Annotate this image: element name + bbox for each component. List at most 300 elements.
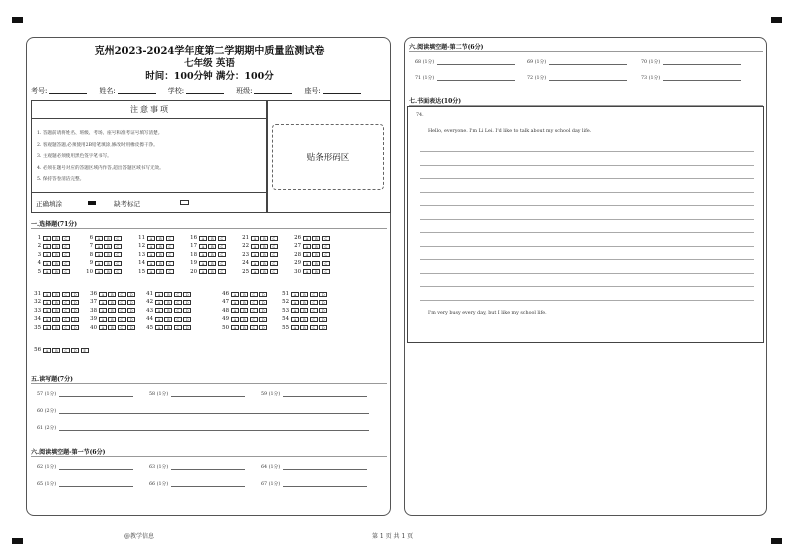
choice-bubble[interactable]: A xyxy=(43,317,51,322)
question-number: 40 xyxy=(90,324,97,331)
question-number: 25 xyxy=(242,268,249,275)
choice-row xyxy=(291,259,331,267)
choice-bubble[interactable]: A xyxy=(43,252,51,257)
choice-bubble[interactable]: B xyxy=(108,300,116,305)
choice-bubble[interactable]: B xyxy=(260,244,268,249)
choice-bubble[interactable]: A xyxy=(231,308,239,313)
answer-blank-72[interactable]: 72 (1分) xyxy=(527,74,627,81)
choice-bubble[interactable]: C xyxy=(62,269,70,274)
question-number: 17 xyxy=(190,243,197,250)
choice-bubble[interactable]: A xyxy=(303,261,311,266)
choice-bubble[interactable]: A xyxy=(43,300,51,305)
question-number: 18 xyxy=(190,251,197,258)
choice-bubble[interactable]: A xyxy=(291,317,299,322)
question-number: 43 xyxy=(146,307,153,314)
question-number: 16 xyxy=(190,235,197,241)
choice-bubble[interactable]: B xyxy=(156,269,164,274)
choice-bubble[interactable]: D xyxy=(183,292,191,297)
answer-blank-58[interactable]: 58 (1分) xyxy=(149,390,245,397)
choice-bubble[interactable]: B xyxy=(104,261,112,266)
question-number: 7 xyxy=(89,243,93,250)
choice-bubble[interactable]: C xyxy=(62,325,70,330)
section-six-a-title: 六.阅读填空题-第一节(6分) xyxy=(31,449,106,456)
choice-bubble[interactable]: D xyxy=(259,325,267,330)
section-choice-title: 一.选择题(71分) xyxy=(31,221,78,228)
choice-bubble[interactable]: C xyxy=(166,236,174,241)
choice-bubble[interactable]: D xyxy=(71,325,79,330)
choice-bubble[interactable]: B xyxy=(300,317,308,322)
choice-bubble[interactable]: B xyxy=(52,325,60,330)
choice-row xyxy=(135,259,175,267)
choice-row xyxy=(87,324,137,332)
choice-bubble[interactable]: C xyxy=(114,261,122,266)
choice-bubble[interactable]: C xyxy=(218,269,226,274)
choice-bubble[interactable]: A xyxy=(199,269,207,274)
choice-bubble[interactable]: A xyxy=(303,236,311,241)
choice-bubble[interactable]: B xyxy=(52,244,60,249)
choice-bubble[interactable]: B xyxy=(208,261,216,266)
choice-bubble[interactable]: B xyxy=(164,317,172,322)
choice-bubble[interactable]: B xyxy=(312,236,320,241)
choice-bubble[interactable]: C xyxy=(118,317,126,322)
choice-bubble[interactable]: B xyxy=(240,292,248,297)
choice-bubble[interactable]: B xyxy=(52,317,60,322)
barcode-box xyxy=(267,100,391,213)
choice-group xyxy=(291,234,331,276)
info-field-blank[interactable] xyxy=(186,86,224,94)
choice-group xyxy=(87,290,137,332)
choice-bubble[interactable]: C xyxy=(166,244,174,249)
choice-group xyxy=(31,346,90,354)
choice-bubble[interactable]: B xyxy=(52,269,60,274)
choice-bubble[interactable]: A xyxy=(99,308,107,313)
question-number: 24 xyxy=(242,260,249,267)
choice-bubble[interactable]: B xyxy=(300,308,308,313)
choice-bubble[interactable]: C xyxy=(322,244,330,249)
choice-bubble[interactable]: A xyxy=(291,325,299,330)
choice-row xyxy=(135,234,175,242)
choice-bubble[interactable]: A xyxy=(199,261,207,266)
answer-blank-71[interactable]: 71 (1分) xyxy=(415,74,515,81)
choice-bubble[interactable]: A xyxy=(147,236,155,241)
choice-bubble[interactable]: C xyxy=(270,244,278,249)
choice-bubble[interactable]: C xyxy=(118,300,126,305)
question-number: 22 xyxy=(242,243,249,250)
choice-bubble[interactable]: A xyxy=(43,348,51,353)
choice-bubble[interactable]: D xyxy=(71,292,79,297)
choice-bubble[interactable]: A xyxy=(95,244,103,249)
choice-bubble[interactable]: A xyxy=(231,317,239,322)
choice-bubble[interactable]: D xyxy=(259,317,267,322)
question-number: 14 xyxy=(138,260,145,267)
essay-end-text: I'm very busy every day, but I like my school life. xyxy=(428,311,547,316)
choice-row xyxy=(279,298,329,306)
choice-row xyxy=(31,315,81,323)
choice-row xyxy=(31,307,81,315)
choice-bubble[interactable]: C xyxy=(250,300,258,305)
question-number: 41 xyxy=(146,291,153,297)
choice-bubble[interactable]: C xyxy=(270,252,278,257)
choice-bubble[interactable]: A xyxy=(99,300,107,305)
choice-row xyxy=(187,259,227,267)
choice-bubble[interactable]: D xyxy=(259,308,267,313)
choice-row xyxy=(239,268,279,276)
choice-bubble[interactable]: E xyxy=(81,348,89,353)
choice-bubble[interactable]: B xyxy=(208,236,216,241)
choice-bubble[interactable]: D xyxy=(127,292,135,297)
choice-bubble[interactable]: A xyxy=(147,252,155,257)
choice-row xyxy=(135,268,175,276)
choice-bubble[interactable]: D xyxy=(259,292,267,297)
choice-bubble[interactable]: B xyxy=(104,236,112,241)
choice-bubble[interactable]: C xyxy=(218,244,226,249)
choice-bubble[interactable]: B xyxy=(52,348,60,353)
choice-bubble[interactable]: A xyxy=(291,308,299,313)
answer-blank-69[interactable]: 69 (1分) xyxy=(527,58,627,65)
choice-bubble[interactable]: D xyxy=(319,300,327,305)
choice-bubble[interactable]: A xyxy=(251,236,259,241)
choice-bubble[interactable]: C xyxy=(174,308,182,313)
choice-bubble[interactable]: B xyxy=(312,252,320,257)
choice-bubble[interactable]: B xyxy=(156,244,164,249)
choice-row xyxy=(143,324,193,332)
choice-bubble[interactable]: D xyxy=(71,300,79,305)
choice-bubble[interactable]: C xyxy=(62,348,70,353)
choice-bubble[interactable]: C xyxy=(218,261,226,266)
answer-blank-64[interactable]: 64 (1分) xyxy=(261,463,367,470)
choice-bubble[interactable]: A xyxy=(43,244,51,249)
choice-bubble[interactable]: A xyxy=(199,252,207,257)
choice-bubble[interactable]: A xyxy=(99,292,107,297)
footer-note: @教学信息 xyxy=(124,533,155,540)
choice-bubble[interactable]: A xyxy=(303,269,311,274)
right-answer-panel xyxy=(404,37,767,516)
choice-bubble[interactable]: A xyxy=(251,261,259,266)
answer-blank-67[interactable]: 67 (1分) xyxy=(261,480,367,487)
choice-bubble[interactable]: B xyxy=(164,300,172,305)
info-field-blank[interactable] xyxy=(323,86,361,94)
choice-row xyxy=(135,242,175,250)
choice-bubble[interactable]: A xyxy=(155,308,163,313)
choice-bubble[interactable]: B xyxy=(108,317,116,322)
choice-bubble[interactable]: C xyxy=(62,317,70,322)
section-six-b-title: 六.阅读填空题-第二节(6分) xyxy=(409,44,484,51)
choice-bubble[interactable]: C xyxy=(250,292,258,297)
choice-bubble[interactable]: C xyxy=(310,325,318,330)
choice-bubble[interactable]: B xyxy=(104,252,112,257)
section-seven-title: 七.书面表达(10分) xyxy=(409,98,462,105)
choice-bubble[interactable]: C xyxy=(62,300,70,305)
choice-bubble[interactable]: C xyxy=(62,292,70,297)
question-number: 34 xyxy=(34,316,41,323)
choice-bubble[interactable]: A xyxy=(147,261,155,266)
choice-row xyxy=(279,307,329,315)
choice-bubble[interactable]: B xyxy=(240,300,248,305)
choice-bubble[interactable]: D xyxy=(127,325,135,330)
choice-row xyxy=(239,251,279,259)
choice-bubble[interactable]: B xyxy=(108,325,116,330)
choice-bubble[interactable]: B xyxy=(104,269,112,274)
choice-bubble[interactable]: C xyxy=(62,252,70,257)
registration-mark xyxy=(12,17,23,23)
choice-bubble[interactable]: A xyxy=(43,269,51,274)
choice-bubble[interactable]: A xyxy=(231,325,239,330)
choice-row xyxy=(31,251,71,259)
answer-blank-63[interactable]: 63 (1分) xyxy=(149,463,245,470)
choice-bubble[interactable]: A xyxy=(291,292,299,297)
choice-bubble[interactable]: D xyxy=(183,317,191,322)
choice-bubble[interactable]: B xyxy=(260,252,268,257)
writing-line xyxy=(420,219,754,220)
choice-bubble[interactable]: A xyxy=(251,244,259,249)
choice-bubble[interactable]: D xyxy=(319,317,327,322)
question-number: 31 xyxy=(34,291,41,297)
choice-bubble[interactable]: C xyxy=(118,325,126,330)
choice-bubble[interactable]: C xyxy=(62,236,70,241)
choice-bubble[interactable]: B xyxy=(108,308,116,313)
answer-blank-73[interactable]: 73 (1分) xyxy=(641,74,741,81)
note-item: 1. 答题前请将姓名、班级、考场、座号和准考证号填写清楚。 xyxy=(37,131,163,136)
choice-bubble[interactable]: B xyxy=(300,292,308,297)
choice-bubble[interactable]: B xyxy=(300,300,308,305)
choice-bubble[interactable]: C xyxy=(310,292,318,297)
choice-bubble[interactable]: A xyxy=(95,269,103,274)
question-number: 42 xyxy=(146,299,153,306)
choice-bubble[interactable]: B xyxy=(156,252,164,257)
choice-bubble[interactable]: D xyxy=(259,300,267,305)
choice-bubble[interactable]: A xyxy=(303,252,311,257)
choice-bubble[interactable]: D xyxy=(71,348,79,353)
choice-bubble[interactable]: C xyxy=(62,261,70,266)
choice-bubble[interactable]: C xyxy=(114,269,122,274)
choice-bubble[interactable]: C xyxy=(250,317,258,322)
answer-blank-61[interactable]: 61 (2分) xyxy=(37,424,369,431)
choice-bubble[interactable]: C xyxy=(270,261,278,266)
answer-blank-65[interactable]: 65 (1分) xyxy=(37,480,133,487)
question-number: 54 xyxy=(282,316,289,323)
answer-blank-59[interactable]: 59 (1分) xyxy=(261,390,367,397)
choice-bubble[interactable]: D xyxy=(319,308,327,313)
choice-bubble[interactable]: C xyxy=(118,292,126,297)
answer-blank-62[interactable]: 62 (1分) xyxy=(37,463,133,470)
answer-blank-70[interactable]: 70 (1分) xyxy=(641,58,741,65)
question-number: 45 xyxy=(146,324,153,331)
choice-bubble[interactable]: B xyxy=(312,269,320,274)
choice-bubble[interactable]: B xyxy=(52,292,60,297)
choice-bubble[interactable]: B xyxy=(260,261,268,266)
choice-bubble[interactable]: D xyxy=(71,317,79,322)
choice-row xyxy=(143,298,193,306)
choice-bubble[interactable]: B xyxy=(156,261,164,266)
section-divider xyxy=(31,228,387,229)
choice-bubble[interactable]: C xyxy=(310,300,318,305)
info-field-blank[interactable] xyxy=(254,86,292,94)
choice-bubble[interactable]: A xyxy=(43,325,51,330)
choice-bubble[interactable]: A xyxy=(99,317,107,322)
choice-bubble[interactable]: B xyxy=(164,292,172,297)
choice-row xyxy=(219,324,269,332)
choice-bubble[interactable]: B xyxy=(260,236,268,241)
absent-checkbox[interactable] xyxy=(180,200,189,205)
choice-bubble[interactable]: A xyxy=(43,236,51,241)
choice-bubble[interactable]: C xyxy=(174,317,182,322)
choice-bubble[interactable]: B xyxy=(240,325,248,330)
choice-bubble[interactable]: D xyxy=(127,300,135,305)
choice-bubble[interactable]: B xyxy=(312,244,320,249)
choice-bubble[interactable]: A xyxy=(291,300,299,305)
choice-bubble[interactable]: C xyxy=(218,236,226,241)
choice-bubble[interactable]: B xyxy=(164,308,172,313)
note-item: 3. 主观题必须使用黑色签字笔书写。 xyxy=(37,154,112,159)
choice-bubble[interactable]: D xyxy=(183,325,191,330)
choice-row xyxy=(87,307,137,315)
choice-bubble[interactable]: A xyxy=(95,252,103,257)
choice-bubble[interactable]: A xyxy=(199,244,207,249)
choice-bubble[interactable]: D xyxy=(183,308,191,313)
barcode-area: 贴条形码区 xyxy=(272,124,384,190)
choice-bubble[interactable]: B xyxy=(52,300,60,305)
choice-bubble[interactable]: B xyxy=(260,269,268,274)
info-field-blank[interactable] xyxy=(118,86,156,94)
exam-subject: 七年级 英语 xyxy=(184,58,235,69)
choice-bubble[interactable]: A xyxy=(155,292,163,297)
choice-bubble[interactable]: D xyxy=(183,300,191,305)
choice-bubble[interactable]: B xyxy=(208,244,216,249)
choice-bubble[interactable]: C xyxy=(322,252,330,257)
question-number: 27 xyxy=(294,243,301,250)
choice-bubble[interactable]: C xyxy=(114,252,122,257)
answer-blank-60[interactable]: 60 (2分) xyxy=(37,407,369,414)
choice-bubble[interactable]: C xyxy=(322,269,330,274)
choice-bubble[interactable]: A xyxy=(231,292,239,297)
note-item: 5. 保持答卷清洁完整。 xyxy=(37,177,85,182)
info-field-blank[interactable] xyxy=(49,86,87,94)
choice-bubble[interactable]: C xyxy=(270,269,278,274)
answer-blank-57[interactable]: 57 (1分) xyxy=(37,390,133,397)
notes-header: 注意事项 xyxy=(32,101,268,119)
choice-bubble[interactable]: B xyxy=(164,325,172,330)
writing-line xyxy=(420,165,754,166)
registration-mark xyxy=(771,538,782,544)
question-number: 49 xyxy=(222,316,229,323)
choice-bubble[interactable]: D xyxy=(319,292,327,297)
choice-group xyxy=(187,234,227,276)
choice-bubble[interactable]: B xyxy=(300,325,308,330)
choice-bubble[interactable]: B xyxy=(240,317,248,322)
question-number: 55 xyxy=(282,324,289,331)
choice-row xyxy=(83,251,123,259)
choice-bubble[interactable]: A xyxy=(199,236,207,241)
choice-row xyxy=(279,315,329,323)
choice-bubble[interactable]: A xyxy=(155,300,163,305)
choice-bubble[interactable]: B xyxy=(156,236,164,241)
choice-bubble[interactable]: B xyxy=(52,252,60,257)
choice-row xyxy=(187,234,227,242)
choice-bubble[interactable]: C xyxy=(250,325,258,330)
choice-bubble[interactable]: C xyxy=(174,300,182,305)
choice-bubble[interactable]: B xyxy=(52,261,60,266)
choice-row xyxy=(219,298,269,306)
question-number: 15 xyxy=(138,268,145,275)
choice-bubble[interactable]: C xyxy=(322,236,330,241)
choice-bubble[interactable]: C xyxy=(310,308,318,313)
choice-bubble[interactable]: C xyxy=(174,292,182,297)
choice-bubble[interactable]: C xyxy=(62,308,70,313)
choice-bubble[interactable]: B xyxy=(208,269,216,274)
question-number: 8 xyxy=(89,251,93,258)
choice-bubble[interactable]: B xyxy=(108,292,116,297)
choice-bubble[interactable]: C xyxy=(114,236,122,241)
choice-bubble[interactable]: A xyxy=(303,244,311,249)
absent-label: 缺考标记 xyxy=(114,200,140,208)
answer-blank-66[interactable]: 66 (1分) xyxy=(149,480,245,487)
choice-bubble[interactable]: D xyxy=(319,325,327,330)
notes-list xyxy=(37,128,164,186)
choice-bubble[interactable]: A xyxy=(99,325,107,330)
question-number: 38 xyxy=(90,307,97,314)
choice-bubble[interactable]: D xyxy=(127,317,135,322)
choice-bubble[interactable]: A xyxy=(95,236,103,241)
choice-bubble[interactable]: A xyxy=(147,269,155,274)
choice-bubble[interactable]: C xyxy=(322,261,330,266)
choice-bubble[interactable]: C xyxy=(166,252,174,257)
question-number: 2 xyxy=(37,243,41,250)
choice-bubble[interactable]: A xyxy=(43,292,51,297)
choice-bubble[interactable]: A xyxy=(95,261,103,266)
choice-group xyxy=(83,234,123,276)
question-number: 56 xyxy=(34,347,41,353)
choice-bubble[interactable]: B xyxy=(208,252,216,257)
choice-row xyxy=(239,234,279,242)
choice-bubble[interactable]: A xyxy=(43,308,51,313)
choice-bubble[interactable]: C xyxy=(250,308,258,313)
choice-bubble[interactable]: C xyxy=(218,252,226,257)
choice-bubble[interactable]: B xyxy=(240,308,248,313)
question-number: 4 xyxy=(37,260,41,267)
choice-bubble[interactable]: C xyxy=(174,325,182,330)
choice-bubble[interactable]: C xyxy=(166,261,174,266)
choice-row xyxy=(87,298,137,306)
choice-bubble[interactable]: C xyxy=(62,244,70,249)
choice-bubble[interactable]: A xyxy=(43,261,51,266)
question-number: 9 xyxy=(89,260,93,267)
choice-bubble[interactable]: B xyxy=(52,236,60,241)
essay-box[interactable] xyxy=(407,106,764,343)
choice-bubble[interactable]: B xyxy=(312,261,320,266)
choice-bubble[interactable]: B xyxy=(52,308,60,313)
choice-bubble[interactable]: C xyxy=(270,236,278,241)
writing-line xyxy=(420,300,754,301)
question-number: 23 xyxy=(242,251,249,258)
choice-bubble[interactable]: D xyxy=(127,308,135,313)
choice-bubble[interactable]: C xyxy=(310,317,318,322)
choice-bubble[interactable]: A xyxy=(251,269,259,274)
choice-bubble[interactable]: A xyxy=(147,244,155,249)
choice-bubble[interactable]: A xyxy=(155,317,163,322)
choice-bubble[interactable]: D xyxy=(71,308,79,313)
choice-bubble[interactable]: A xyxy=(155,325,163,330)
choice-bubble[interactable]: B xyxy=(104,244,112,249)
choice-bubble[interactable]: C xyxy=(118,308,126,313)
choice-group xyxy=(135,234,175,276)
question-number: 47 xyxy=(222,299,229,306)
question-number: 10 xyxy=(86,268,93,275)
choice-bubble[interactable]: C xyxy=(114,244,122,249)
answer-blank-68[interactable]: 68 (1分) xyxy=(415,58,515,65)
choice-bubble[interactable]: A xyxy=(231,300,239,305)
choice-bubble[interactable]: C xyxy=(166,269,174,274)
choice-bubble[interactable]: A xyxy=(251,252,259,257)
